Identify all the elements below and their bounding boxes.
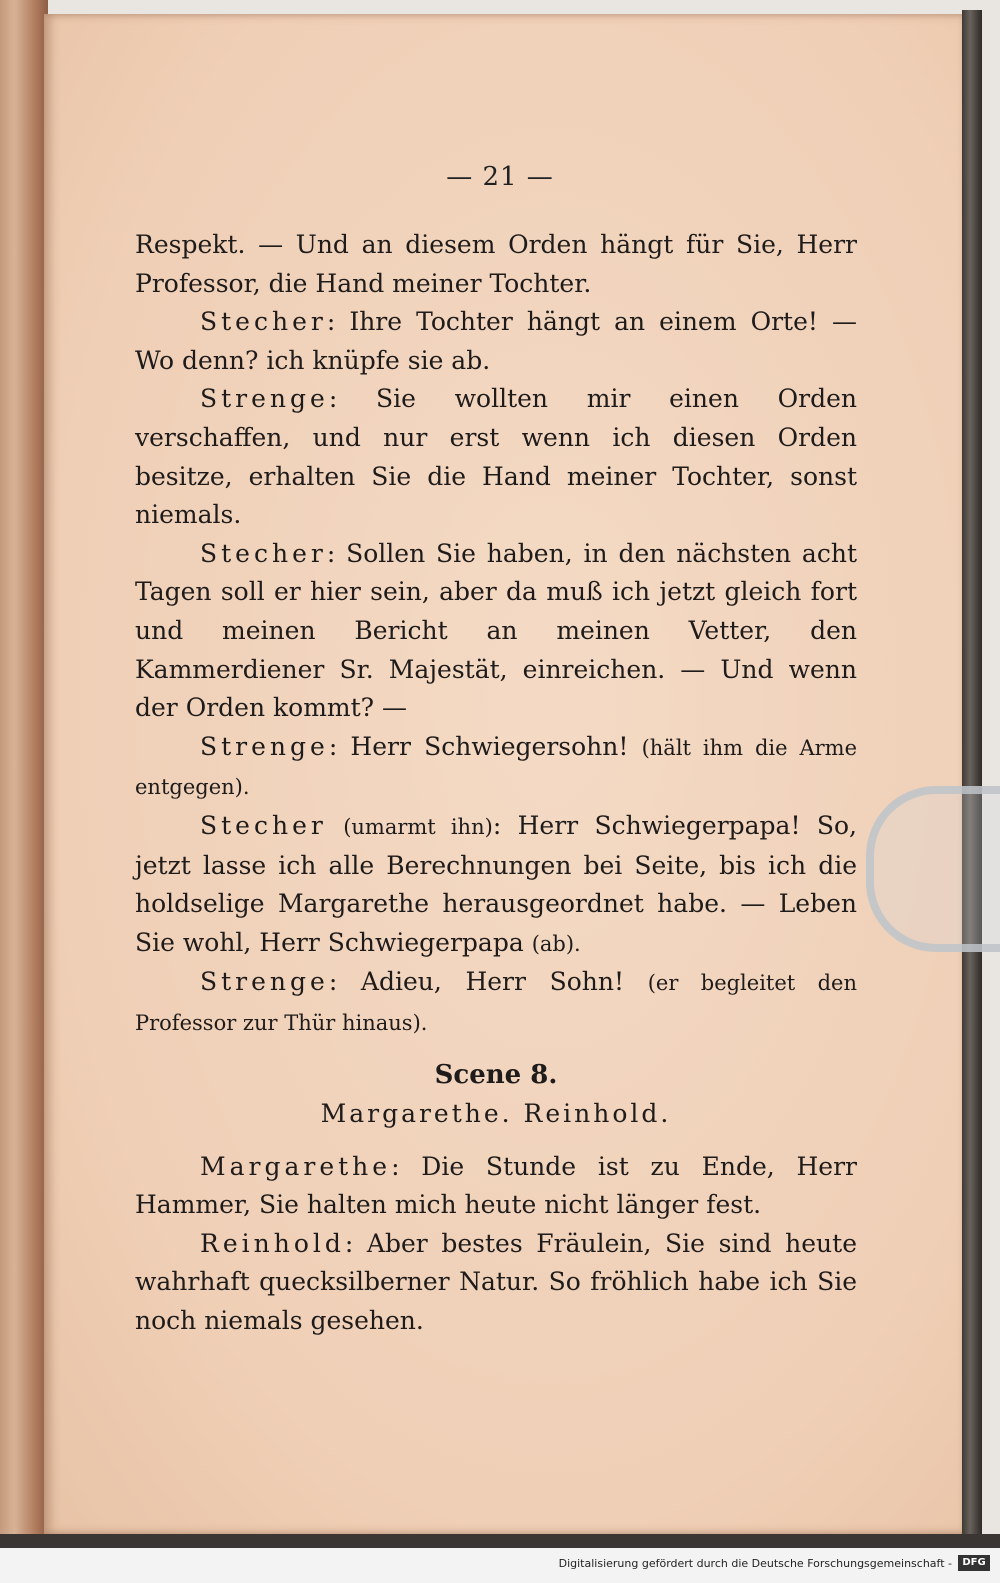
- page-number: — 21 —: [446, 162, 554, 192]
- speaker-name: Stecher: [200, 307, 327, 337]
- paragraph: [135, 963, 857, 1042]
- paragraph: [135, 535, 857, 728]
- paragraph-text: : Herr Schwiegerpapa! So, jetzt lasse ich alle Berechnungen bei Seite, bis ich die holdselige Margarethe herausgeordnet habe. — Leben Sie wohl, Herr Schwiegerpapa: [135, 810, 857, 957]
- paragraph-text: : Die Stunde ist zu Ende, Herr Hammer, Sie halten mich heute nicht länger fest.: [135, 1151, 857, 1220]
- paragraph: [135, 380, 857, 534]
- speaker-name: Strenge: [200, 967, 329, 997]
- page-bottom-edge: [0, 1534, 1000, 1548]
- dfg-logo: DFG: [958, 1555, 990, 1571]
- speaker-name: Strenge: [200, 384, 329, 414]
- scene-title: Scene 8.: [434, 1060, 558, 1091]
- speaker-name: Stecher: [200, 538, 327, 568]
- paragraph-text: : Herr Schwiegersohn!: [328, 731, 642, 761]
- dialogue-block-2: [135, 1148, 857, 1341]
- speaker-name: Stecher: [200, 810, 327, 840]
- stage-direction: (ab).: [531, 931, 581, 956]
- page-edge: [962, 10, 982, 1538]
- stage-direction: (hält ihm die Arme entgegen).: [135, 735, 857, 800]
- page-text: [135, 226, 857, 1341]
- paragraph-text: [327, 811, 343, 840]
- clip-icon: [866, 786, 1000, 952]
- scene-persons: Margarethe. Reinhold.: [320, 1099, 672, 1129]
- dialogue-block-1: [135, 226, 857, 1042]
- paragraph-text: : Sollen Sie haben, in den nächsten acht Tagen soll er hier sein, aber da muß ich jetzt gleich fort und meinen Bericht an meinen Vetter, den Kammerdiener Sr. Majestät, einreichen. — Und wenn der Orden kommt? —: [135, 538, 857, 723]
- paragraph-text: : Adieu, Herr Sohn!: [328, 967, 648, 997]
- footer-bar: [0, 1548, 1000, 1583]
- paragraph: [135, 226, 857, 303]
- footer-credit: Digitalisierung gefördert durch die Deutsche Forschungsgemeinschaft -: [558, 1557, 952, 1570]
- paragraph: [135, 807, 857, 963]
- speaker-name: Reinhold: [200, 1228, 345, 1258]
- speaker-name: Strenge: [200, 731, 329, 761]
- speaker-name: Margarethe: [200, 1151, 392, 1181]
- paragraph-text: : Ihre Tochter hängt an einem Orte! — Wo denn? ich knüpfe sie ab.: [135, 307, 857, 375]
- book-spine: [0, 0, 48, 1548]
- stage-direction: (er begleitet den Professor zur Thür hinaus).: [135, 971, 858, 1035]
- paragraph-text: : Sie wollten mir einen Orden verschaffen, und nur erst wenn ich diesen Orden besitze, erhalten Sie die Hand meiner Tochter, sonst niemals.: [135, 384, 857, 530]
- stage-direction: (umarmt ihn): [343, 814, 493, 839]
- paragraph-text: Respekt. — Und an diesem Orden hängt für Sie, Herr Professor, die Hand meiner Tochter.: [135, 230, 857, 298]
- paragraph: [135, 1225, 857, 1341]
- paragraph: [135, 303, 857, 380]
- paragraph: [135, 1148, 857, 1225]
- paragraph: [135, 728, 857, 807]
- paragraph-text: : Aber bestes Fräulein, Sie sind heute wahrhaft quecksilberner Natur. So fröhlich habe ich Sie noch niemals gesehen.: [135, 1228, 857, 1336]
